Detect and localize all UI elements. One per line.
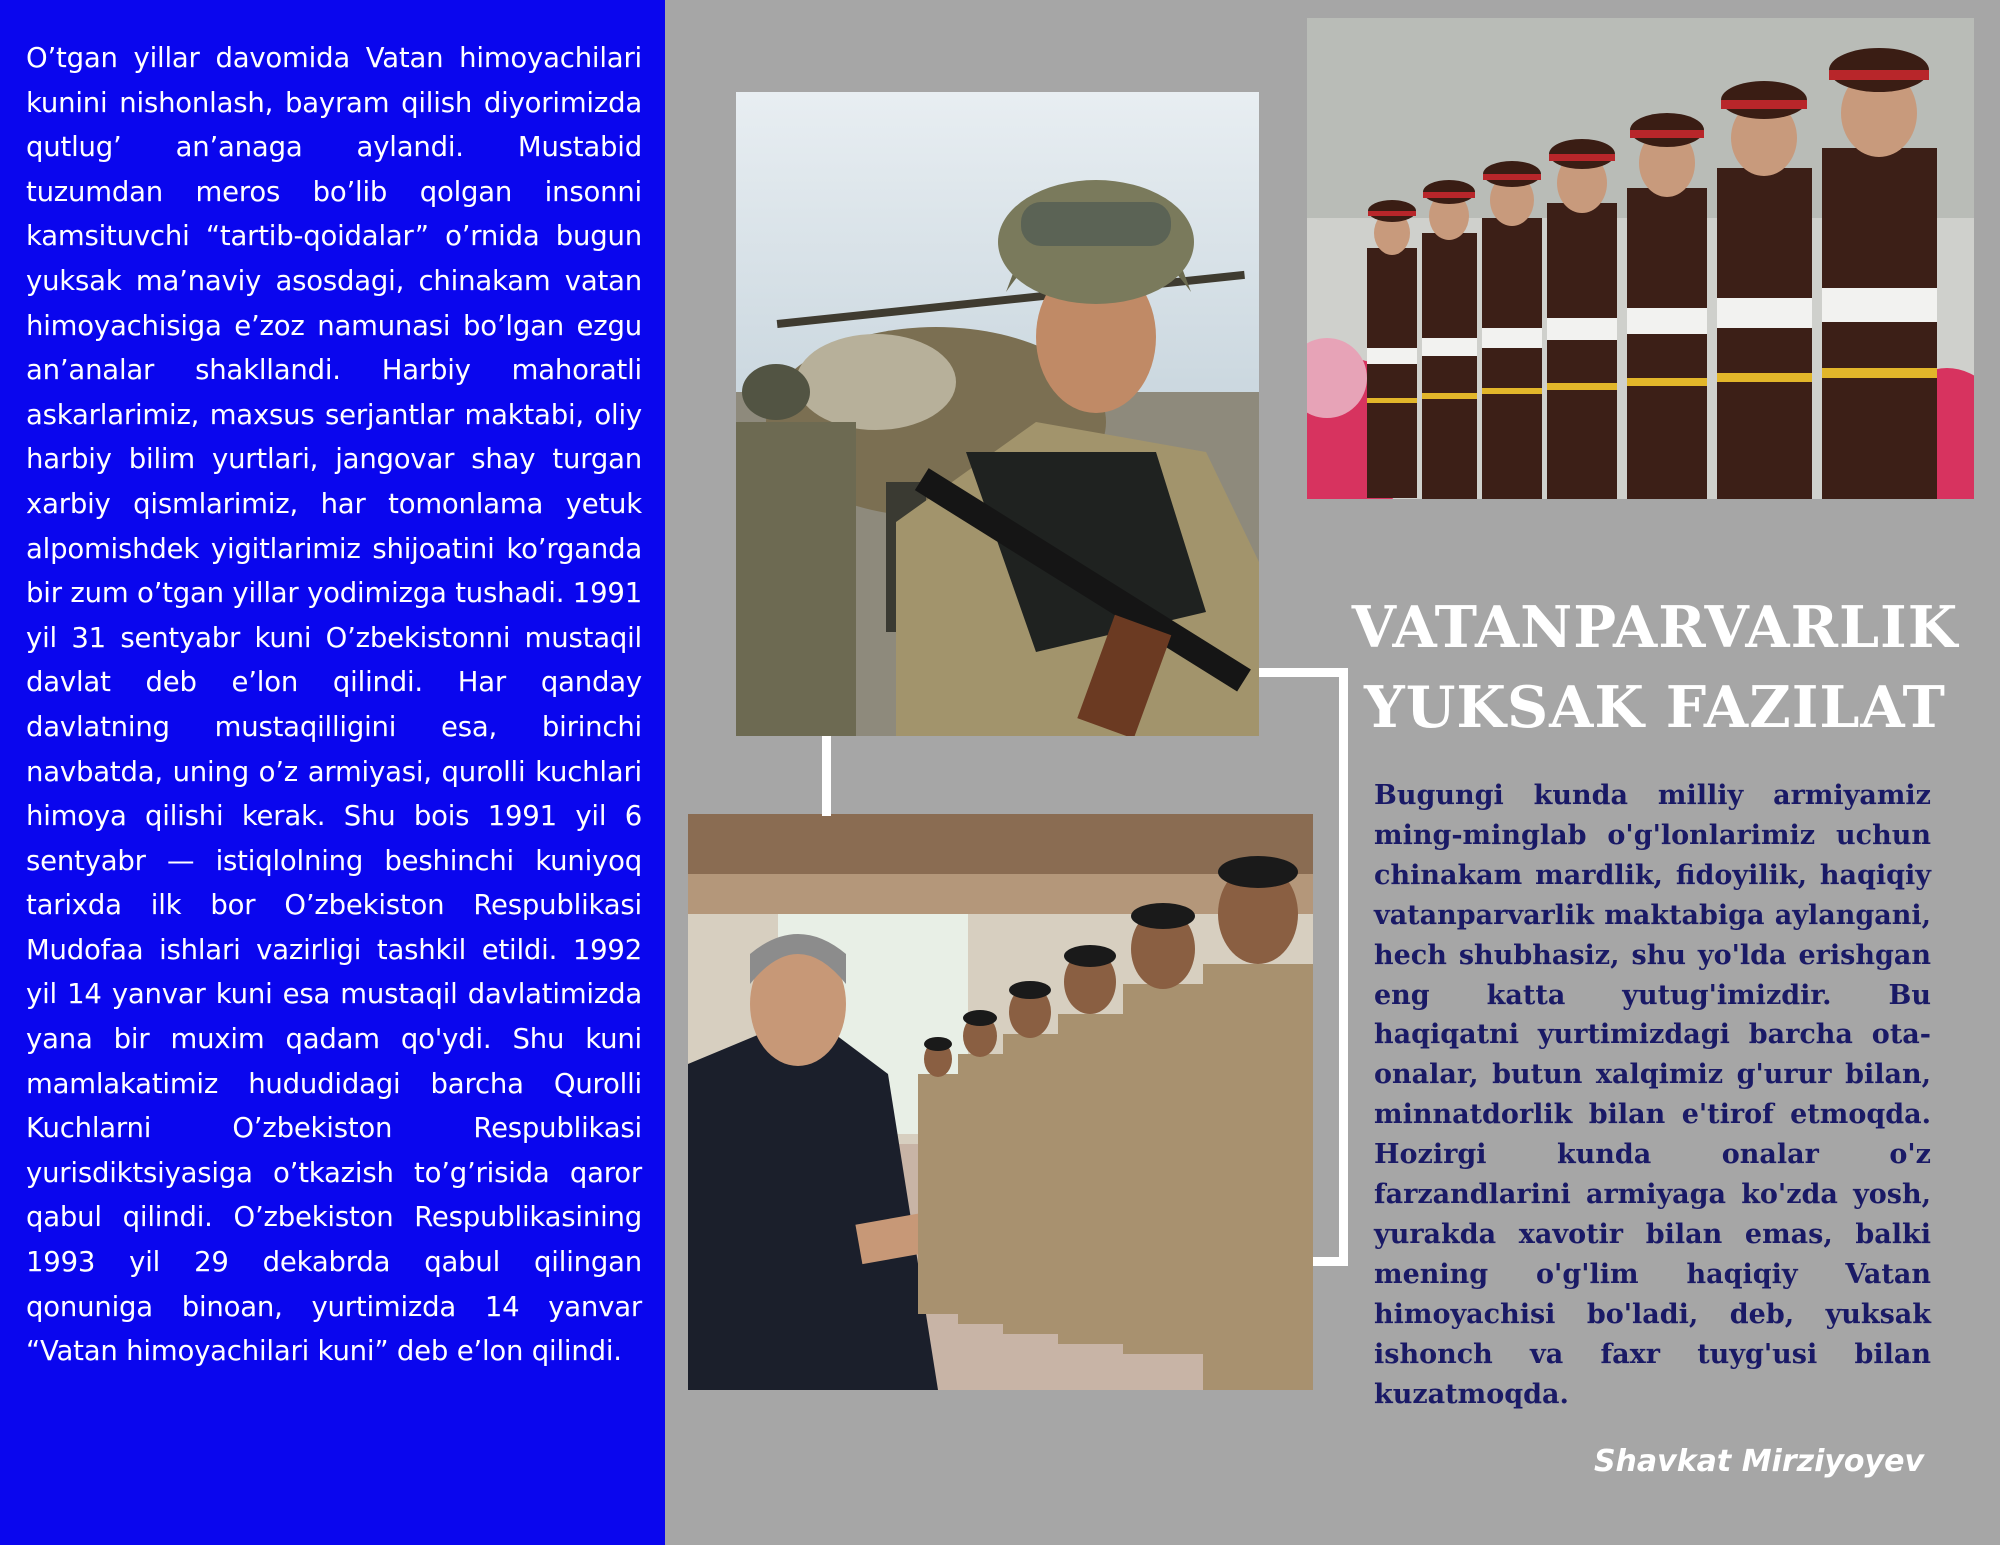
connector-bottom-horizontal bbox=[1313, 1257, 1348, 1266]
page-title bbox=[1340, 588, 1970, 748]
connector-vertical-right bbox=[1339, 668, 1348, 1266]
soldier-helicopter-photo bbox=[736, 92, 1259, 736]
connector-vertical-left bbox=[822, 736, 831, 816]
left-blue-panel bbox=[0, 0, 665, 1545]
honor-guard-photo bbox=[1307, 18, 1974, 499]
handshake-photo bbox=[688, 814, 1313, 1390]
title-line-2: YUKSAK FAZILAT bbox=[1364, 674, 1946, 741]
connector-top-horizontal bbox=[1259, 668, 1348, 677]
quote-author: Shavkat Mirziyoyev bbox=[1593, 1444, 1924, 1479]
quote-paragraph: Bugungi kunda milliy armiyamiz ming-minglab o'g'lonlarimiz uchun chinakam mardlik, fidoyilik, haqiqiy vatanparvarlik maktabiga aylangani, hech shubhasiz, shu yo'lda erishgan eng katta yutug'imizdir. Bu haqiqatni yurtimizdagi barcha ota-onalar, butun xalqimiz g'urur bilan, minnatdorlik bilan e'tirof etmoqda. Hozirgi kunda onalar o'z farzandlarini armiyaga ko'zda yosh, yurakda xavotir bilan emas, balki mening o'g'lim haqiqiy Vatan himoyachisi bo'ladi, deb, yuksak ishonch va faxr tuyg'usi bilan kuzatmoqda. bbox=[1374, 780, 1931, 1410]
history-paragraph: O’tgan yillar davomida Vatan himoyachilari kunini nishonlash, bayram qilish diyorimizda qutlug’ an’anaga aylandi. Mustabid tuzumdan meros bo’lib qolgan insonni kamsituvchi “tartib-qoidalar” o’rnida bugun yuksak ma’naviy asosdagi, chinakam vatan himoyachisiga e’zoz namunasi bo’lgan ezgu an’analar shakllandi. Harbiy mahoratli askarlarimiz, maxsus serjantlar maktabi, oliy harbiy bilim yurtlari, jangovar shay turgan xarbiy qismlarimiz, har tomonlama yetuk alpomishdek yigitlarimiz shijoatini ko’rganda bir zum o’tgan yillar yodimizga tushadi. 1991 yil 31 sentyabr kuni O’zbekistonni mustaqil davlat deb e’lon qilindi. Har qanday davlatning mustaqilligini esa, birinchi navbatda, uning o’z armiyasi, qurolli kuchlari himoya qilishi kerak. Shu bois 1991 yil 6 sentyabr — istiqlolning beshinchi kuniyoq tarixda ilk bor O’zbekiston Respublikasi Mudofaa ishlari vazirligi tashkil etildi. 1992 yil 14 yanvar kuni esa mustaqil davlatimizda yana bir muxim qadam qo'ydi. Shu kuni mamlakatimiz hududidagi barcha Qurolli Kuchlarni O’zbekiston Respublikasi yurisdiktsiyasiga o’tkazish to’g’risida qaror qabul qilindi. O’zbekiston Respublikasining 1993 yil 29 dekabrda qabul qilingan qonuniga binoan, yurtimizda 14 yanvar “Vatan himoyachilari kuni” deb e’lon qilindi. bbox=[26, 42, 642, 1368]
title-line-1: VATANPARVARLIK bbox=[1351, 594, 1959, 661]
